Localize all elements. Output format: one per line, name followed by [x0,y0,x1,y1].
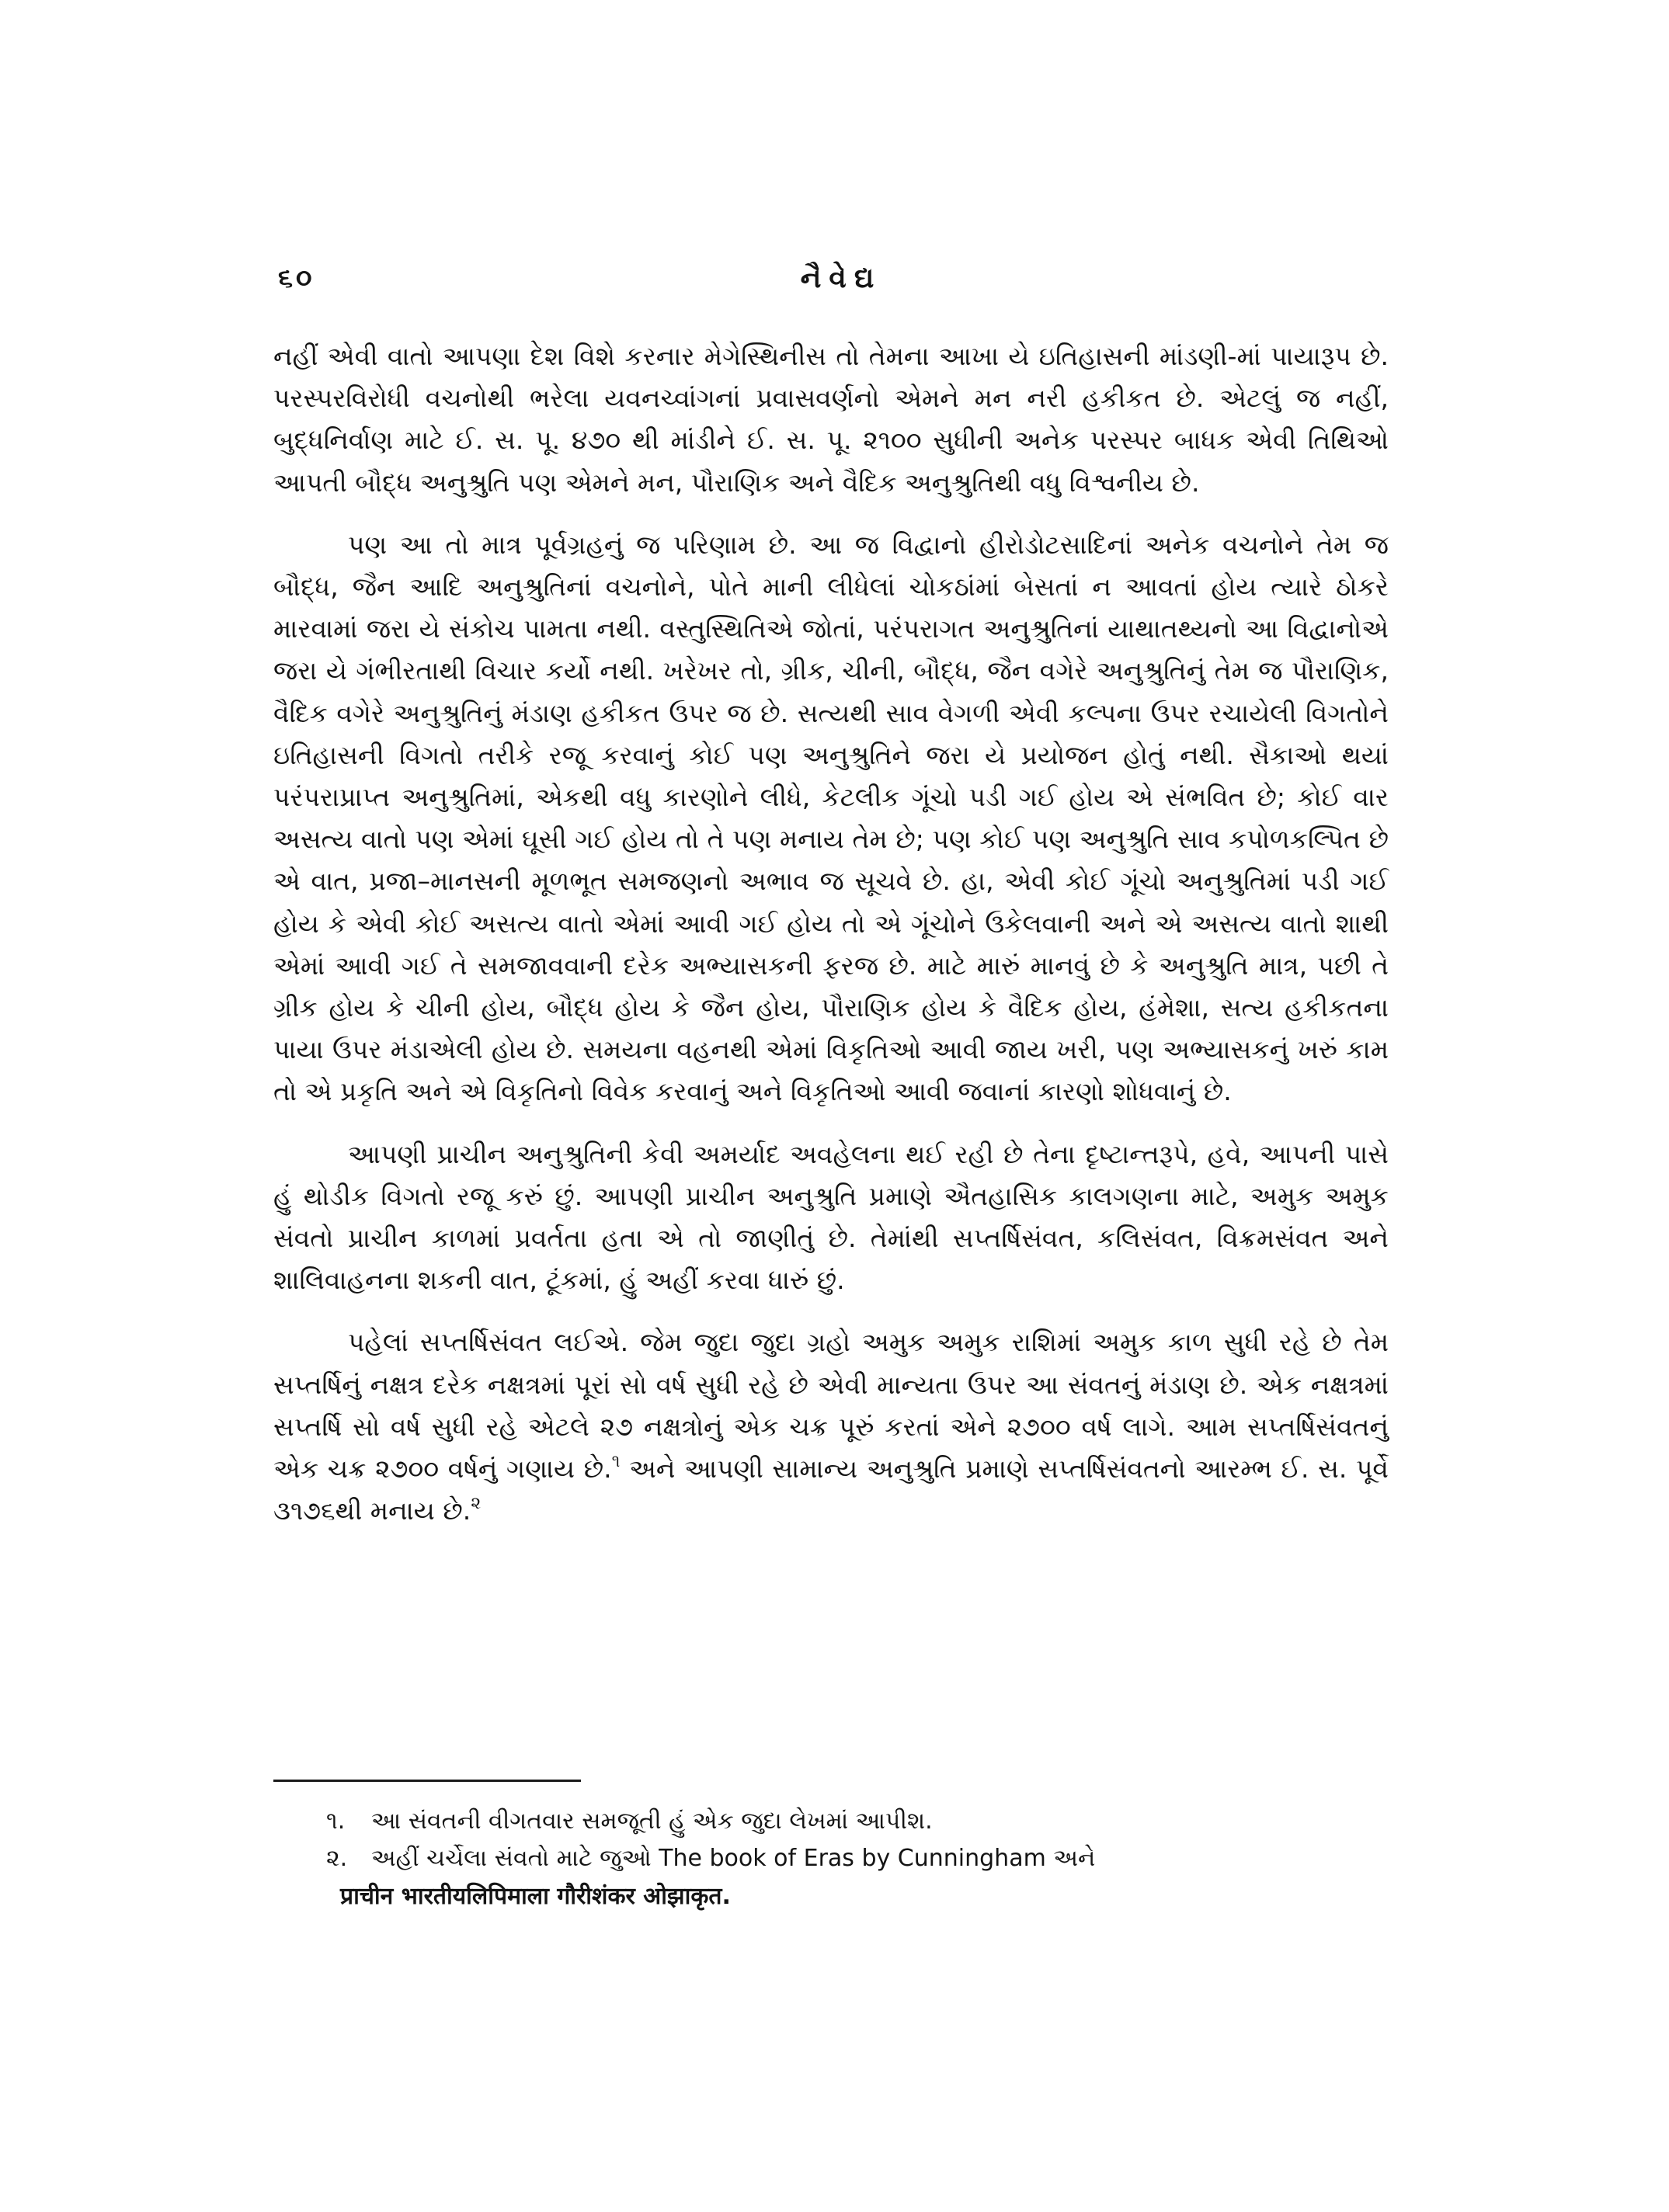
footnote-2 [326,1840,1389,1877]
footnote-divider [273,1780,581,1782]
paragraph-4-continuation: અને આપણી સામાન્ય અનુશ્રુતિ પ્રમાણે સપ્તર્ષિસંવતનો આરમ્ભ ઈ. સ. પૂર્વે ૩૧૭૬થી મનાય છે. [273,1453,1389,1526]
paragraph-1: નહીં એવી વાતો આપણા દેશ વિશે કરનાર મેગેસ્થિનીસ તો તેમના આખા યે ઇતિહાસની માંડણી-માં પાયારૂપ છે. પરસ્પરવિરોધી વચનોથી ભરેલા યવનચ્વાંગનાં પ્રવાસવર્ણનો એમને મન નરી હકીકત છે. એટલું જ નહીં, બુદ્ધનિર્વાણ માટે ઈ. સ. પૂ. ૪૭૦ થી માંડીને ઈ. સ. પૂ. ૨૧૦૦ સુધીની અનેક પરસ્પર બાધક એવી તિથિઓ આપતી બૌદ્ધ અનુશ્રુતિ પણ એમને મન, પૌરાણિક અને વૈદિક અનુશ્રુતિથી વધુ વિશ્વનીય છે. [273,341,1389,498]
footnote-1 [326,1803,1389,1840]
footnotes [326,1803,1389,1916]
footnote-mark-2: ૨ [471,1494,482,1514]
paragraph-4-text: પહેલાં સપ્તર્ષિસંવત લઈએ. જેમ જુદા જુદા ગ્રહો અમુક અમુક રાશિમાં અમુક કાળ સુધી રહે છે તેમ સપ્તર્ષિનું નક્ષત્ર દરેક નક્ષત્રમાં પૂરાં સો વર્ષ સુધી રહે છે એવી માન્યતા ઉપર આ સંવતનું મંડાણ છે. એક નક્ષત્રમાં સપ્તર્ષિ સો વર્ષ સુધી રહે એટલે ૨૭ નક્ષત્રોનું એક ચક્ર પૂરું કરતાં એને ૨૭૦૦ વર્ષ લાગે. આમ સપ્તર્ષિસંવતનું એક ચક્ર ૨૭૦૦ વર્ષનું ગણાય છે. [273,1327,1389,1485]
footnote-text: અહીં ચર્ચેલા સંવતો માટે જુઓ The book of Eras by Cunningham અને [371,1845,1096,1872]
footnote-number: ૨. [326,1845,348,1872]
page-header [278,262,1381,312]
footnote-2-continuation: प्राचीन भारतीयलिपिमाला गौरीशंकर ओझाकृत. [340,1883,731,1910]
page-number: ૬૦ [278,262,315,293]
footnote-text: આ સંવતની વીગતવાર સમજૂતી હું એક જુદા લેખમાં આપીશ. [371,1807,933,1835]
footnote-mark-1: ૧ [611,1452,621,1472]
paragraph-4 [273,1321,1389,1532]
paragraph-2: પણ આ તો માત્ર પૂર્વગ્રહનું જ પરિણામ છે. આ જ વિદ્વાનો હીરોડોટસાદિનાં અનેક વચનોને તેમ જ બૌદ્ધ, જૈન આદિ અનુશ્રુતિનાં વચનોને, પોતે માની લીધેલાં ચોકઠાંમાં બેસતાં ન આવતાં હોય ત્યારે ઠોકરે મારવામાં જરા યે સંકોચ પામતા નથી. વસ્તુસ્થિતિએ જોતાં, પરંપરાગત અનુશ્રુતિનાં યાથાતથ્યનો આ વિદ્વાનોએ જરા યે ગંભીરતાથી વિચાર કર્યો નથી. ખરેખર તો, ગ્રીક, ચીની, બૌદ્ધ, જૈન વગેરે અનુશ્રુતિનું તેમ જ પૌરાણિક, વૈદિક વગેરે અનુશ્રુતિનું મંડાણ હકીકત ઉપર જ છે. સત્યથી સાવ વેગળી એવી કલ્પના ઉપર રચાયેલી વિગતોને ઇતિહાસની વિગતો તરીકે રજૂ કરવાનું કોઈ પણ અનુશ્રુતિને જરા યે પ્રયોજન હોતું નથી. સૈકાઓ થયાં પરંપરાપ્રાપ્ત અનુશ્રુતિમાં, એકથી વધુ કારણોને લીધે, કેટલીક ગૂંચો પડી ગઈ હોય એ સંભવિત છે; કોઈ વાર અસત્ય વાતો પણ એમાં ઘૂસી ગઈ હોય તો તે પણ મનાય તેમ છે; પણ કોઈ પણ અનુશ્રુતિ સાવ કપોળકલ્પિત છે એ વાત, પ્રજા–માનસની મૂળભૂત સમજણનો અભાવ જ સૂચવે છે. હા, એવી કોઈ ગૂંચો અનુશ્રુતિમાં પડી ગઈ હોય કે એવી કોઈ અસત્ય વાતો એમાં આવી ગઈ હોય તો એ ગૂંચોને ઉકેલવાની અને એ અસત્ય વાતો શાથી એમાં આવી ગઈ તે સમજાવવાની દરેક અભ્યાસકની ફરજ છે. માટે મારું માનવું છે કે અનુશ્રુતિ માત્ર, પછી તે ગ્રીક હોય કે ચીની હોય, બૌદ્ધ હોય કે જૈન હોય, પૌરાણિક હોય કે વૈદિક હોય, હંમેશા, સત્ય હકીકતના પાયા ઉપર મંડાએલી હોય છે. સમયના વહનથી એમાં વિકૃતિઓ આવી જાય ખરી, પણ અભ્યાસકનું ખરું કામ તો એ પ્રકૃતિ અને એ વિકૃતિનો વિવેક કરવાનું અને વિકૃતિઓ આવી જવાનાં કારણો શોધવાનું છે. [273,529,1389,1107]
paragraph-3: આપણી પ્રાચીન અનુશ્રુતિની કેવી અમર્યાદ અવહેલના થઈ રહી છે તેના દૃષ્ટાન્તરૂપે, હવે, આપની પાસે હું થોડીક વિગતો રજૂ કરું છું. આપણી પ્રાચીન અનુશ્રુતિ પ્રમાણે ઐતહાસિક કાલગણના માટે, અમુક અમુક સંવતો પ્રાચીન કાળમાં પ્રવર્તતા હતા એ તો જાણીતું છે. તેમાંથી સપ્તર્ષિસંવત, કલિસંવત, વિક્રમસંવત અને શાલિવાહનના શકની વાત, ટૂંકમાં, હું અહીં કરવા ધારું છું. [273,1138,1389,1296]
footnote-number: ૧. [326,1807,346,1835]
body-text [273,335,1389,1532]
running-title: નૈવેદ્ય [800,262,882,294]
